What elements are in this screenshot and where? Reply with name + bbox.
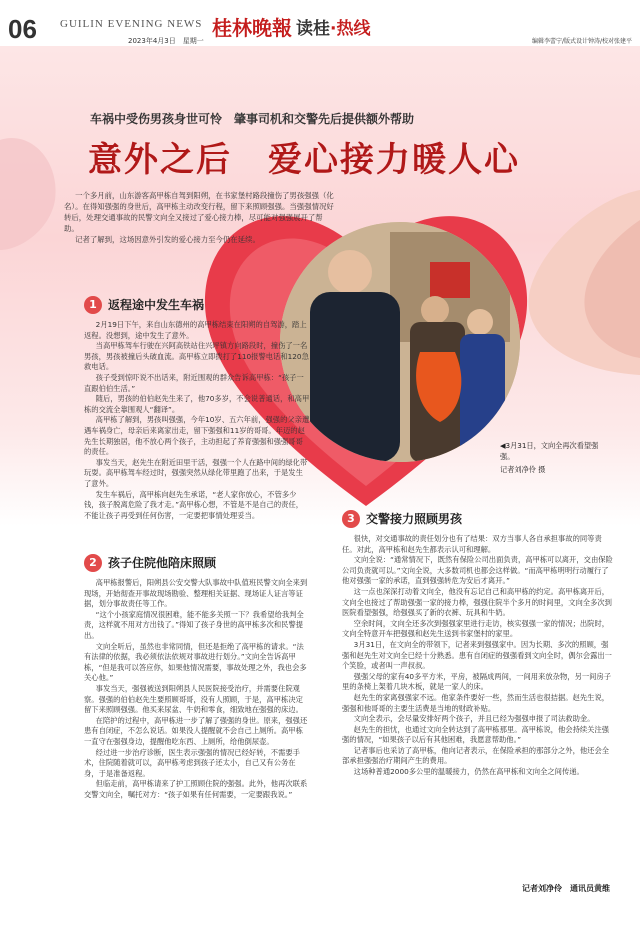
- section-title: 孩子住院他陪床照顾: [108, 555, 217, 570]
- section-heading: [84, 554, 310, 572]
- paragraph: 高甲栋报警后，阳朔县公安交警大队事故中队值班民警文向全来到现场，开始彻查开事故现场勘验、整理相关证据、现场证人证言等证据，划分事故责任等工作。: [84, 578, 308, 609]
- section-name: [296, 14, 370, 39]
- section-2: [84, 554, 310, 800]
- paragraph: 这一点也深深打动着文向全，他没有忘记自己和高甲栋的约定。高甲栋离开后，文向全也接过了帮助强强一家的接力棒，强强住院半个多月的时间里，文向全多次到医院看望强强，给强强买了新的衣裤、玩具和牛奶。: [342, 586, 612, 618]
- section-name-sub: ·热线: [330, 19, 371, 39]
- paragraph: 事发当天，强强被送到阳朔县人民医院接受治疗，并需要住院观察。强强的伯伯赵先生要照顾哥哥，没有人照顾，于是，高甲栋决定留下来照顾强强。他买来尿盆、牛奶和零食，细致地在强强的床边。: [84, 683, 303, 715]
- section-number: 1: [84, 296, 102, 314]
- section-heading: [84, 296, 310, 314]
- editor-credits: 编辑李蕾宁/版式设计钟涛/校对张建平: [531, 38, 632, 45]
- section-title: 交警接力照顾男孩: [366, 511, 463, 526]
- paragraph: 在陪护的过程中，高甲栋进一步了解了强强的身世。原来，强强还患有自闭症，不怎么说话。如果没人提醒就不会自己上厕所。高甲栋一直守在强强身边，提醒他吃东西、上厕所，给他倒尿壶。: [84, 715, 308, 746]
- paragraph: “这个小孩家庭情况很困难，能不能多关照一下？我希望给我判全责，这样就不用对方出钱了。”得知了孩子身世的高甲栋多次和民警提出。: [84, 609, 304, 640]
- paragraph: 经过进一步治疗诊断，医生表示强强的情况已经好转，不需要手术，住院随着就可以，高甲栋考虑到孩子还太小，自己又有公务在身，于是准备返程。: [84, 747, 300, 778]
- paragraph: 空余时间，文向全还多次到强强家里进行走访，核实强强一家的情况；出院时，文向全特意开车把强强和赵先生送到书家堡村的家里。: [342, 618, 610, 639]
- section-name-main: 读桂: [296, 19, 330, 39]
- paragraph: 文向全听后，虽然也非常同情，但还是拒绝了高甲栋的请求。“法有法律的依据，我必须依法依规对事故进行划分。”文向全告诉高甲栋，“但是我可以答应你，如果他情况需要，事故处理之外，我也会多关心他。”: [84, 641, 307, 683]
- paper-english-name: GUILIN EVENING NEWS: [60, 18, 203, 30]
- headline-subtitle: 车祸中受伤男孩身世可怜 肇事司机和交警先后提供额外帮助: [90, 112, 415, 126]
- caption-byline: 记者刘净伶 摄: [500, 465, 546, 474]
- lead-paragraph: 记者了解到，这场因意外引发的爱心接力至今仍在延续。: [75, 235, 260, 244]
- paragraph: 高甲栋了解到，男孩叫强强，今年10岁、五六年前，强强的父亲遭遇车祸身亡，母亲后来离家出走，留下强强和11岁的哥哥。年迈的赵先生长期独居，他不放心两个孩子，主动担起了养育强强和强强哥哥的责任。: [84, 415, 310, 457]
- lead-paragraph: 一个多月前，山东游客高甲栋自驾到阳朔，在书家堡村路段撞伤了男孩强强（化名）。在得知强强的身世后，高甲栋主动改变行程，留下来照顾强强。当强强情况好转后，处理交通事故的民警文向全又接过了爱心接力棒，尽可能对强强展开了帮助。: [64, 191, 334, 233]
- photo-caption: [500, 440, 600, 475]
- paragraph: 事发当天，赵先生在附近田里干活，强强一个人在路中间的绿化带玩耍。高甲栋驾车经过时，强强突然从绿化带里跑了出来，于是发生了意外。: [84, 457, 308, 488]
- section-3: [342, 510, 614, 778]
- paragraph: 发生车祸后，高甲栋向赵先生承诺，“老人家你放心，不管多少钱，孩子脱离危险了我才走。”高甲栋心想，不管是不是自己的责任，不能让孩子再受到任何伤害，一定要把事情处理妥当。: [84, 489, 304, 520]
- lead-paragraphs: [64, 190, 334, 245]
- left-hand-illustration: [0, 120, 70, 260]
- paragraph: 文向全说：“通常情况下，既然有保险公司出面负责，高甲栋可以离开，交由保险公司负责就可以。”文向全说，大多数司机也都会这样做。“而高甲栋明明行动履行了他对强强一家的承诺，直到强强转危为安后才离开。”: [342, 555, 613, 586]
- headline-title: 意外之后 爱心接力暖人心: [88, 140, 520, 180]
- paragraph: 当高甲栋驾车行驶在兴阿高铁站住兴坪镇方向路段时，撞伤了一名男孩，男孩被撞后头破血流。高甲栋立即拨打了110报警电话和120急救电话。: [84, 341, 309, 372]
- section-title: 返程途中发生车祸: [108, 297, 205, 312]
- photo-scene: [280, 222, 520, 462]
- paragraph: 但临走前，高甲栋请来了护工照顾住院的强强。此外，他再次联系交警文向全，嘱托对方：“孩子如果有任何需要，一定要跟我说。”: [84, 779, 308, 799]
- news-photo: [280, 222, 520, 462]
- paragraph: 3月31日，在文向全的带领下，记者来到强强家中。因为长期、多次的照顾，强强和赵先生对文向全已经十分熟悉。患有自闭症的强强看到文向全时，偶尔会露出一个笑脸，或者叫一声叔叔。: [342, 639, 612, 671]
- section-number: 2: [84, 554, 102, 572]
- paragraph: 赵先生的担忧，也通过文向全转达到了高甲栋那里。高甲栋说，他会持续关注强强的情况，“如果孩子以后有其他困难，我愿意帮助他。”: [342, 724, 610, 745]
- paragraph: 赵先生的家离强强家不远。他家条件要好一些，然而生活也很拮据。赵先生说，强强和他哥哥的主要生活费是当地的财政补贴。: [342, 692, 610, 713]
- paragraph: 2月19日下午，来自山东德州的高甲栋结束在阳朔的自驾游，踏上返程。没想到，途中发生了意外。: [84, 320, 307, 340]
- section-1: [84, 296, 310, 521]
- section-heading: [342, 510, 614, 528]
- article-byline: 记者刘净伶 通讯员黄维: [522, 884, 610, 893]
- paragraph: 强强父母的家有40多平方米，平房，被隔成两间，一间用来放杂物，另一间房子里的条椅上架着几块木板，就是一家人的床。: [342, 671, 612, 692]
- section-number: 3: [342, 510, 360, 528]
- paragraph: 孩子受到惊吓说不出话来，附近围观的群众告诉高甲栋：“孩子一直跟伯伯生活。”: [84, 372, 304, 393]
- paragraph: 文向全表示，会尽量安排好两个孩子，并且已经为强强申报了司法救助金。: [353, 714, 595, 724]
- paper-logo: 桂林晚報: [212, 16, 292, 40]
- paragraph: 随后，男孩的伯伯赵先生来了，他70多岁，不会说普通话，和高甲栋的交流全靠围观人“翻译”。: [84, 394, 310, 414]
- paragraph: 这场种普通2000多公里的温暖接力，仍然在高甲栋和文向全之间传递。: [353, 767, 584, 777]
- caption-text: ◀3月31日，文向全再次看望强强。: [500, 441, 599, 461]
- masthead: [0, 0, 640, 47]
- paragraph: 记者事后也采访了高甲栋，他向记者表示，在保险承担的那部分之外，他还会全部承担强强治疗期间产生的费用。: [342, 745, 610, 766]
- paragraph: 很快，对交通事故的责任划分也有了结果：双方当事人各自承担事故的同等责任。对此，高甲栋和赵先生都表示认可和理解。: [342, 534, 602, 554]
- issue-date: 2023年4月3日 星期一: [128, 37, 204, 45]
- page-number: 06: [8, 14, 37, 44]
